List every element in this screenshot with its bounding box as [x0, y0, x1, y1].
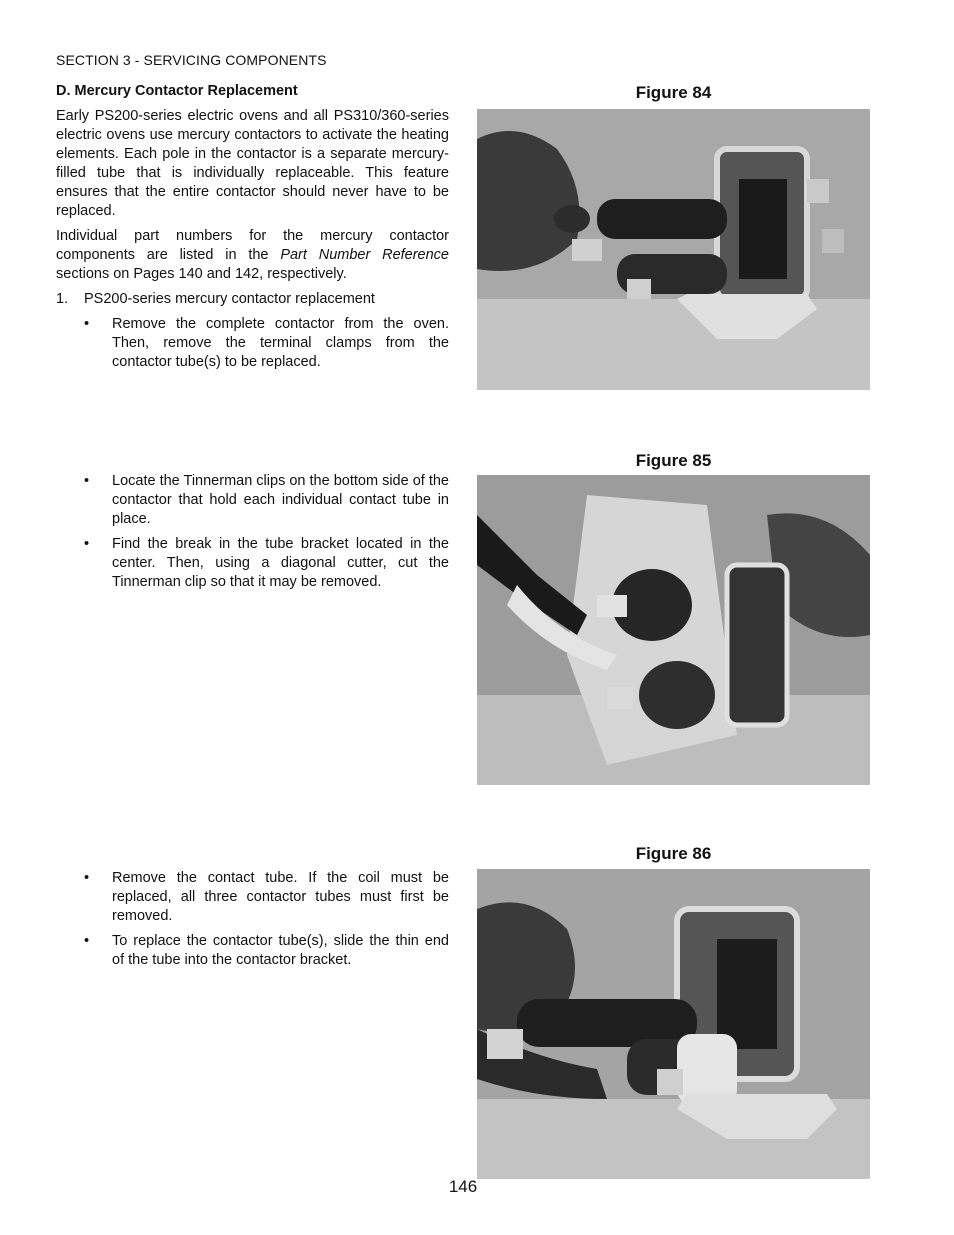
bullet-item: • Find the break in the tube bracket located in the center. Then, using a diagonal cutter, cut the Tinnerman clip so that it may be removed. — [84, 536, 449, 590]
text-block-1 — [56, 82, 449, 378]
figure-85-photo — [477, 475, 870, 785]
figure-86-photo — [477, 869, 870, 1179]
figure-86-title: Figure 86 — [635, 844, 712, 863]
bullet-item: • Remove the complete contactor from the oven. Then, remove the terminal clamps from the contactor tube(s) to be replaced. — [84, 316, 449, 370]
text-block-2 — [56, 472, 449, 598]
bullet-item: • To replace the contactor tube(s), slide the thin end of the tube into the contactor bracket. — [84, 933, 449, 968]
bullet-item: • Locate the Tinnerman clips on the bottom side of the contactor that hold each individual contact tube in place. — [84, 473, 449, 527]
intro-paragraph: Early PS200-series electric ovens and all PS310/360-series electric ovens use mercury contactors to activate the heating elements. Each pole in the contactor is a separate mercury-filled tube that is individually replaceable. This feature ensures that the entire contactor should never have to be replaced. — [56, 108, 449, 219]
figure-84-photo — [477, 109, 870, 390]
step-1: 1. PS200-series mercury contactor replacement — [56, 291, 375, 307]
text-block-3 — [56, 869, 449, 976]
section-header: SECTION 3 - SERVICING COMPONENTS — [56, 52, 327, 68]
bullet-item: • Remove the contact tube. If the coil must be replaced, all three contactor tubes must first be removed. — [84, 870, 449, 924]
figure-84-title: Figure 84 — [635, 83, 712, 102]
section-heading: D. Mercury Contactor Replacement — [56, 83, 298, 99]
figure-85-title: Figure 85 — [635, 451, 712, 470]
page-number: 146 — [448, 1177, 478, 1196]
parts-paragraph: Individual part numbers for the mercury contactor components are listed in the Part Number Reference sections on Pages 140 and 142, respectively. — [56, 228, 450, 282]
